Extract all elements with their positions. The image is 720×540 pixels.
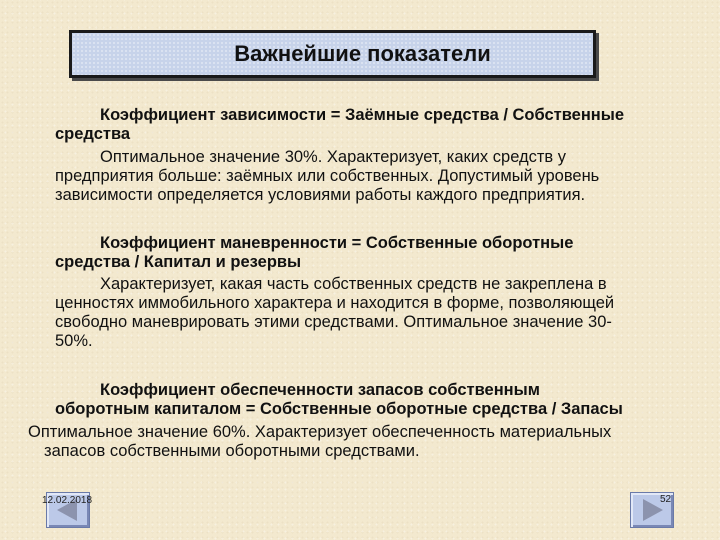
block2-text-line2: ценностях иммобильного характера и находится в форме, позволяющей: [55, 294, 615, 312]
block2-heading-line2: средства / Капитал и резервы: [55, 253, 302, 271]
page-number: 52: [660, 494, 672, 505]
block1-heading-line1: Коэффициент зависимости = Заёмные средства / Собственные: [100, 106, 625, 124]
block3-heading-line2: оборотным капиталом = Собственные оборотные средства / Запасы: [55, 400, 623, 418]
block3-text-line2: запасов собственными оборотными средствами.: [44, 442, 420, 460]
block1-heading-line2: средства: [55, 125, 131, 143]
block1-text-line2: предприятия больше: заёмных или собственных. Допустимый уровень: [55, 167, 600, 185]
block1-text-line3: зависимости определяется условиями работы каждого предприятия.: [55, 186, 586, 204]
block3-text-line1: Оптимальное значение 60%. Характеризует обеспеченность материальных: [28, 423, 612, 441]
block2-text-line1: Характеризует, какая часть собственных средств не закреплена в: [100, 275, 607, 293]
title-box: [69, 30, 596, 78]
block2-text-line4: 50%.: [55, 332, 93, 350]
block2-heading-line1: Коэффициент маневренности = Собственные оборотные: [100, 234, 574, 252]
block3-heading-line1: Коэффициент обеспеченности запасов собственным: [100, 381, 540, 399]
page-title: Важнейшие показатели: [234, 41, 491, 66]
block1-text-line1: Оптимальное значение 30%. Характеризует, каких средств у: [100, 148, 567, 166]
footer-date: 12.02.2018: [42, 495, 93, 506]
block2-text-line3: свободно маневрировать этими средствами. Оптимальное значение 30-: [55, 313, 612, 331]
